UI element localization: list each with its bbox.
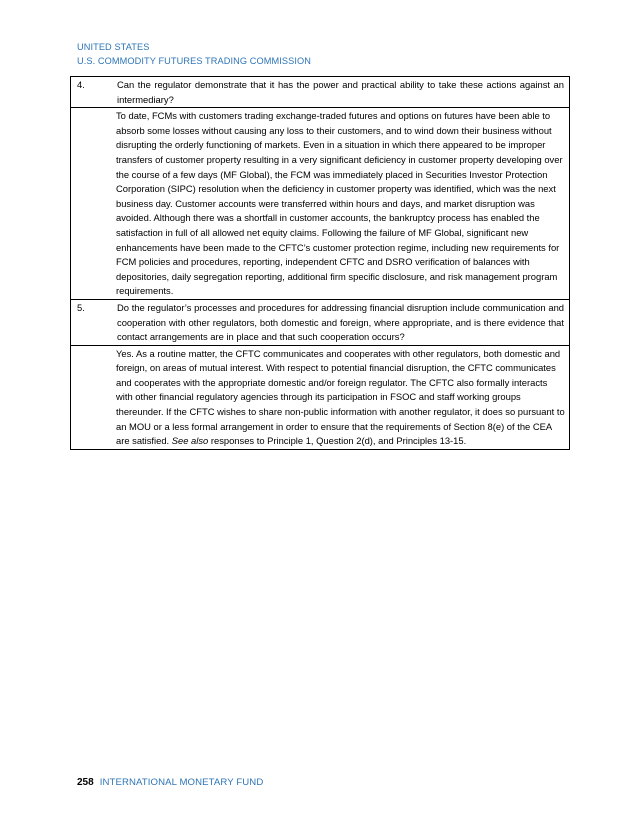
running-head-country: UNITED STATES <box>77 42 150 52</box>
answer-spacer-cell <box>71 108 112 300</box>
question-text: Can the regulator demonstrate that it has the power and practical ability to take these actions against an intermediary? <box>111 77 570 108</box>
page-footer <box>77 777 263 788</box>
answer-cell <box>111 345 570 449</box>
question-row-4 <box>71 77 570 108</box>
principles-question-table <box>70 76 570 450</box>
answer-spacer-cell <box>71 345 112 449</box>
footer-organization: INTERNATIONAL MONETARY FUND <box>99 777 264 788</box>
running-head <box>77 40 311 68</box>
answer-row-5 <box>71 345 570 449</box>
answer-row-4 <box>71 108 570 300</box>
answer-text: To date, FCMs with customers trading exchange-traded futures and options on futures have been able to absorb some losses without causing any loss to their customers, and to wind down their business without disrupting the orderly functioning of markets. Even in a situation in which there appeared to be improper transfers of customer property resulting in a very significant deficiency in customer property developing over the course of a few days (MF Global), the FCM was immediately placed in Securities Investor Protection Corporation (SIPC) resolution when the deficiency in customer property was identified, which was the next business day. Customer accounts were transferred within hours and days, and market disruption was avoided. Although there was a shortfall in customer accounts, the bankruptcy process has enabled the satisfaction in full of all allowed net equity claims. Following the failure of MF Global, significant new enhancements have been made to the CFTC’s customer protection regime, including new requirements for FCM policies and procedures, reporting, independent CFTC and DSRO verification of balances with depositories, daily segregation reporting, additional firm specific disclosure, and risk management program requirements. <box>111 108 570 300</box>
running-head-agency: U.S. COMMODITY FUTURES TRADING COMMISSION <box>77 56 311 66</box>
page-number: 258 <box>77 777 94 788</box>
question-row-5 <box>71 299 570 345</box>
answer-text: Yes. As a routine matter, the CFTC communicates and cooperates with other regulators, both domestic and foreign, on areas of mutual interest. With respect to potential financial disruption, the CFTC communicates and cooperates with the appropriate domestic and/or foreign regulator. The CFTC also formally interacts with other financial regulatory agencies through its participation in FSOC and staff working groups thereunder. If the CFTC wishes to share non-public information with another regulator, it does so pursuant to an MOU or a less formal arrangement in order to ensure that the requirements of Section 8(e) of the CEA are satisfied. <box>116 347 565 447</box>
question-number: 5. <box>71 299 112 345</box>
question-number: 4. <box>71 77 112 108</box>
answer-text-continued: responses to Principle 1, Question 2(d), and Principles 13-15. <box>208 435 467 447</box>
see-also-italic: See also <box>171 435 209 447</box>
question-text: Do the regulator’s processes and procedures for addressing financial disruption include communication and cooperation with other regulators, both domestic and foreign, where appropriate, and is there evidence that contact arrangements are in place and that such cooperation occurs? <box>111 299 570 345</box>
